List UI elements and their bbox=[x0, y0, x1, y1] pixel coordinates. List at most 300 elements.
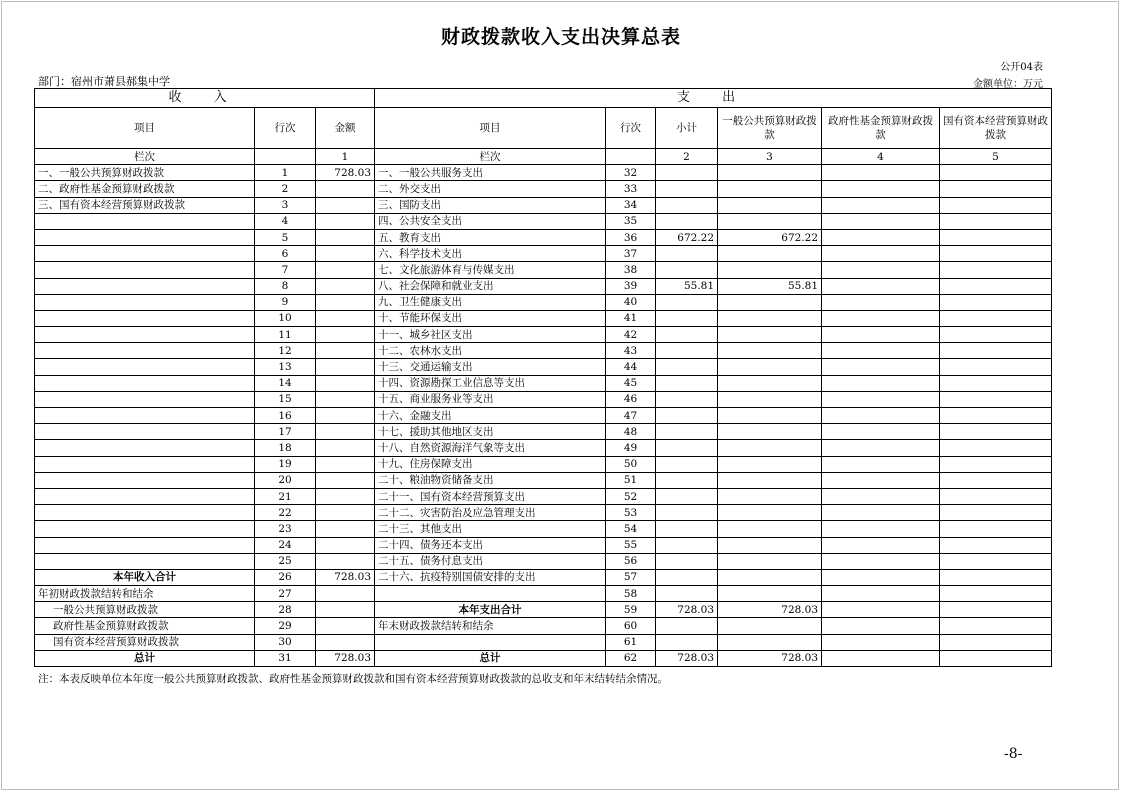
income-amount-cell bbox=[316, 618, 375, 634]
income-item-cell: 总计 bbox=[35, 650, 255, 666]
expense-row-cell: 49 bbox=[606, 440, 656, 456]
general-budget-cell bbox=[718, 246, 822, 262]
income-row-cell: 20 bbox=[255, 472, 316, 488]
income-amount-cell bbox=[316, 456, 375, 472]
page-title: 财政拨款收入支出决算总表 bbox=[440, 26, 681, 48]
table-row bbox=[35, 472, 1052, 488]
income-item-cell bbox=[35, 310, 255, 326]
income-amount-cell bbox=[316, 359, 375, 375]
state-capital-cell bbox=[940, 537, 1052, 553]
income-row-cell: 31 bbox=[255, 650, 316, 666]
state-capital-cell bbox=[940, 408, 1052, 424]
general-budget-cell bbox=[718, 165, 822, 181]
table-row bbox=[35, 327, 1052, 343]
income-row-cell: 8 bbox=[255, 278, 316, 294]
income-item-cell bbox=[35, 424, 255, 440]
expense-row-cell: 50 bbox=[606, 456, 656, 472]
expense-row-cell: 57 bbox=[606, 569, 656, 585]
expense-row-cell: 39 bbox=[606, 278, 656, 294]
general-budget-cell bbox=[718, 472, 822, 488]
expense-item-cell: 十四、资源勘探工业信息等支出 bbox=[375, 375, 606, 391]
income-amount-cell: 728.03 bbox=[316, 165, 375, 181]
table-row bbox=[35, 246, 1052, 262]
income-amount-cell bbox=[316, 553, 375, 569]
state-capital-cell bbox=[940, 246, 1052, 262]
subtotal-cell bbox=[656, 375, 718, 391]
income-amount-cell: 728.03 bbox=[316, 650, 375, 666]
state-capital-cell bbox=[940, 213, 1052, 229]
income-item-cell bbox=[35, 375, 255, 391]
table-row bbox=[35, 602, 1052, 618]
income-amount-cell: 728.03 bbox=[316, 569, 375, 585]
income-item-cell: 本年收入合计 bbox=[35, 569, 255, 585]
expense-item-cell: 五、教育支出 bbox=[375, 229, 606, 245]
expense-item-cell: 十七、援助其他地区支出 bbox=[375, 424, 606, 440]
gov-fund-cell bbox=[822, 391, 940, 407]
table-row bbox=[35, 586, 1052, 602]
subtotal-cell: 55.81 bbox=[656, 278, 718, 294]
income-amount-cell bbox=[316, 408, 375, 424]
income-amount-cell bbox=[316, 375, 375, 391]
income-amount-cell bbox=[316, 537, 375, 553]
table-row bbox=[35, 181, 1052, 197]
expense-item-cell: 总计 bbox=[375, 650, 606, 666]
general-budget-cell bbox=[718, 181, 822, 197]
state-capital-cell bbox=[940, 456, 1052, 472]
gov-fund-cell bbox=[822, 408, 940, 424]
state-capital-cell bbox=[940, 569, 1052, 585]
state-capital-cell bbox=[940, 488, 1052, 504]
expense-item-cell: 年末财政拨款结转和结余 bbox=[375, 618, 606, 634]
subtotal-cell bbox=[656, 618, 718, 634]
subtotal-cell bbox=[656, 327, 718, 343]
expense-item-cell: 十二、农林水支出 bbox=[375, 343, 606, 359]
expense-item-cell: 六、科学技术支出 bbox=[375, 246, 606, 262]
gov-fund-cell bbox=[822, 359, 940, 375]
expense-row-cell: 42 bbox=[606, 327, 656, 343]
gov-fund-cell bbox=[822, 229, 940, 245]
income-amount-cell bbox=[316, 197, 375, 213]
expense-item-cell: 一、一般公共服务支出 bbox=[375, 165, 606, 181]
expense-row-cell: 56 bbox=[606, 553, 656, 569]
income-amount-cell bbox=[316, 246, 375, 262]
income-item-cell: 年初财政拨款结转和结余 bbox=[35, 586, 255, 602]
state-capital-cell bbox=[940, 310, 1052, 326]
income-amount-cell bbox=[316, 181, 375, 197]
expense-row-cell: 37 bbox=[606, 246, 656, 262]
expense-item-cell: 七、文化旅游体育与传媒支出 bbox=[375, 262, 606, 278]
subtotal-cell bbox=[656, 505, 718, 521]
subtotal-cell: 672.22 bbox=[656, 229, 718, 245]
general-budget-cell bbox=[718, 634, 822, 650]
col-index-blank bbox=[606, 149, 656, 165]
expense-item-cell: 本年支出合计 bbox=[375, 602, 606, 618]
gov-fund-cell bbox=[822, 488, 940, 504]
income-row-cell: 5 bbox=[255, 229, 316, 245]
expense-row-cell: 55 bbox=[606, 537, 656, 553]
income-row-cell: 7 bbox=[255, 262, 316, 278]
general-budget-cell bbox=[718, 553, 822, 569]
income-amount-cell bbox=[316, 440, 375, 456]
income-item-cell bbox=[35, 505, 255, 521]
income-item-cell bbox=[35, 472, 255, 488]
form-code: 公开04表 bbox=[1000, 62, 1043, 73]
income-amount-cell bbox=[316, 327, 375, 343]
gov-fund-cell bbox=[822, 569, 940, 585]
subtotal-cell bbox=[656, 488, 718, 504]
income-amount-cell bbox=[316, 602, 375, 618]
gov-fund-cell bbox=[822, 375, 940, 391]
table-row bbox=[35, 391, 1052, 407]
gov-fund-cell bbox=[822, 165, 940, 181]
general-budget-cell bbox=[718, 505, 822, 521]
table-row bbox=[35, 408, 1052, 424]
gov-fund-cell bbox=[822, 505, 940, 521]
general-budget-cell bbox=[718, 391, 822, 407]
income-amount-cell bbox=[316, 586, 375, 602]
gov-fund-cell bbox=[822, 618, 940, 634]
table-row bbox=[35, 440, 1052, 456]
general-budget-cell bbox=[718, 456, 822, 472]
income-row-cell: 25 bbox=[255, 553, 316, 569]
expense-item-cell: 八、社会保障和就业支出 bbox=[375, 278, 606, 294]
budget-table bbox=[34, 88, 1052, 667]
income-item-cell bbox=[35, 359, 255, 375]
income-item-cell bbox=[35, 246, 255, 262]
general-budget-cell bbox=[718, 213, 822, 229]
general-budget-cell bbox=[718, 408, 822, 424]
expense-item-cell: 二十五、债务付息支出 bbox=[375, 553, 606, 569]
expense-row-cell: 45 bbox=[606, 375, 656, 391]
expense-row-cell: 46 bbox=[606, 391, 656, 407]
income-row-cell: 17 bbox=[255, 424, 316, 440]
state-capital-cell bbox=[940, 262, 1052, 278]
expense-row-cell: 41 bbox=[606, 310, 656, 326]
state-capital-cell bbox=[940, 343, 1052, 359]
state-capital-cell bbox=[940, 165, 1052, 181]
income-item-cell bbox=[35, 294, 255, 310]
income-row-cell: 23 bbox=[255, 521, 316, 537]
expense-item-cell: 十九、住房保障支出 bbox=[375, 456, 606, 472]
income-row-cell: 24 bbox=[255, 537, 316, 553]
income-item-cell bbox=[35, 229, 255, 245]
income-item-cell: 二、政府性基金预算财政拨款 bbox=[35, 181, 255, 197]
income-item-cell: 一、一般公共预算财政拨款 bbox=[35, 165, 255, 181]
income-row-cell: 9 bbox=[255, 294, 316, 310]
expense-row-cell: 54 bbox=[606, 521, 656, 537]
income-row-cell: 30 bbox=[255, 634, 316, 650]
general-budget-cell: 728.03 bbox=[718, 602, 822, 618]
income-section-header: 收 入 bbox=[35, 89, 375, 108]
subtotal-cell bbox=[656, 472, 718, 488]
income-row-cell: 22 bbox=[255, 505, 316, 521]
gov-fund-cell bbox=[822, 213, 940, 229]
income-item-cell bbox=[35, 456, 255, 472]
income-amount-cell bbox=[316, 472, 375, 488]
expense-item-cell: 二十一、国有资本经营预算支出 bbox=[375, 488, 606, 504]
expense-item-header: 项目 bbox=[375, 108, 606, 149]
expense-row-cell: 40 bbox=[606, 294, 656, 310]
general-budget-cell bbox=[718, 537, 822, 553]
state-capital-cell bbox=[940, 294, 1052, 310]
income-row-cell: 14 bbox=[255, 375, 316, 391]
expense-row-cell: 44 bbox=[606, 359, 656, 375]
gov-fund-cell bbox=[822, 537, 940, 553]
state-capital-cell bbox=[940, 586, 1052, 602]
subtotal-cell bbox=[656, 165, 718, 181]
general-budget-cell bbox=[718, 618, 822, 634]
col-index-4: 4 bbox=[822, 149, 940, 165]
unit-label: 金额单位：万元 bbox=[973, 79, 1043, 90]
income-amount-cell bbox=[316, 343, 375, 359]
income-item-cell bbox=[35, 327, 255, 343]
general-budget-cell bbox=[718, 343, 822, 359]
income-item-cell: 政府性基金预算财政拨款 bbox=[35, 618, 255, 634]
gov-fund-cell bbox=[822, 650, 940, 666]
subtotal-cell bbox=[656, 391, 718, 407]
income-row-cell: 16 bbox=[255, 408, 316, 424]
gov-fund-cell bbox=[822, 181, 940, 197]
subtotal-cell: 728.03 bbox=[656, 650, 718, 666]
general-budget-cell bbox=[718, 375, 822, 391]
table-row bbox=[35, 618, 1052, 634]
general-budget-cell bbox=[718, 262, 822, 278]
income-item-cell: 三、国有资本经营预算财政拨款 bbox=[35, 197, 255, 213]
subtotal-cell bbox=[656, 569, 718, 585]
state-capital-cell bbox=[940, 327, 1052, 343]
income-item-header: 项目 bbox=[35, 108, 255, 149]
general-budget-cell bbox=[718, 488, 822, 504]
gov-fund-cell bbox=[822, 294, 940, 310]
expense-section-header: 支 出 bbox=[375, 89, 1052, 108]
gov-fund-cell bbox=[822, 343, 940, 359]
income-row-cell: 29 bbox=[255, 618, 316, 634]
gov-fund-cell bbox=[822, 327, 940, 343]
general-budget-cell bbox=[718, 327, 822, 343]
income-row-cell: 19 bbox=[255, 456, 316, 472]
table-row bbox=[35, 424, 1052, 440]
column-index-row bbox=[35, 149, 1052, 165]
subtotal-cell bbox=[656, 262, 718, 278]
expense-item-cell: 二十二、灾害防治及应急管理支出 bbox=[375, 505, 606, 521]
table-row bbox=[35, 569, 1052, 585]
income-item-cell bbox=[35, 262, 255, 278]
state-capital-cell bbox=[940, 521, 1052, 537]
subtotal-cell bbox=[656, 359, 718, 375]
state-capital-cell bbox=[940, 505, 1052, 521]
table-row bbox=[35, 278, 1052, 294]
gov-fund-header: 政府性基金预算财政拨款 bbox=[822, 108, 940, 149]
subtotal-cell bbox=[656, 213, 718, 229]
expense-item-cell: 十、节能环保支出 bbox=[375, 310, 606, 326]
table-row bbox=[35, 456, 1052, 472]
state-capital-cell bbox=[940, 278, 1052, 294]
state-capital-cell bbox=[940, 602, 1052, 618]
table-row bbox=[35, 375, 1052, 391]
income-item-cell: 国有资本经营预算财政拨款 bbox=[35, 634, 255, 650]
expense-row-cell: 33 bbox=[606, 181, 656, 197]
subtotal-cell bbox=[656, 634, 718, 650]
expense-item-cell bbox=[375, 586, 606, 602]
col-index-1: 1 bbox=[316, 149, 375, 165]
income-row-cell: 3 bbox=[255, 197, 316, 213]
department-label: 部门：宿州市萧县郝集中学 bbox=[38, 75, 170, 88]
expense-item-cell: 四、公共安全支出 bbox=[375, 213, 606, 229]
state-capital-cell bbox=[940, 472, 1052, 488]
subtotal-cell bbox=[656, 310, 718, 326]
income-item-cell bbox=[35, 553, 255, 569]
col-index-5: 5 bbox=[940, 149, 1052, 165]
state-capital-cell bbox=[940, 375, 1052, 391]
expense-item-cell: 二十、粮油物资储备支出 bbox=[375, 472, 606, 488]
expense-row-cell: 43 bbox=[606, 343, 656, 359]
expense-row-cell: 62 bbox=[606, 650, 656, 666]
gov-fund-cell bbox=[822, 246, 940, 262]
col-label-right: 栏次 bbox=[375, 149, 606, 165]
expense-row-header: 行次 bbox=[606, 108, 656, 149]
table-row bbox=[35, 359, 1052, 375]
income-item-cell bbox=[35, 537, 255, 553]
income-row-cell: 11 bbox=[255, 327, 316, 343]
gov-fund-cell bbox=[822, 472, 940, 488]
gov-fund-cell bbox=[822, 278, 940, 294]
gov-fund-cell bbox=[822, 634, 940, 650]
subtotal-cell bbox=[656, 343, 718, 359]
table-row bbox=[35, 650, 1052, 666]
income-item-cell bbox=[35, 440, 255, 456]
gov-fund-cell bbox=[822, 424, 940, 440]
state-capital-cell bbox=[940, 359, 1052, 375]
income-amount-cell bbox=[316, 488, 375, 504]
income-amount-cell bbox=[316, 278, 375, 294]
gov-fund-cell bbox=[822, 553, 940, 569]
expense-row-cell: 36 bbox=[606, 229, 656, 245]
expense-item-cell: 二十四、债务还本支出 bbox=[375, 537, 606, 553]
state-capital-cell bbox=[940, 391, 1052, 407]
table-row bbox=[35, 634, 1052, 650]
general-budget-header: 一般公共预算财政拨款 bbox=[718, 108, 822, 149]
table-row bbox=[35, 262, 1052, 278]
gov-fund-cell bbox=[822, 456, 940, 472]
income-row-cell: 13 bbox=[255, 359, 316, 375]
col-index-blank bbox=[255, 149, 316, 165]
income-item-cell bbox=[35, 213, 255, 229]
income-row-cell: 12 bbox=[255, 343, 316, 359]
col-index-2: 2 bbox=[656, 149, 718, 165]
expense-item-cell: 九、卫生健康支出 bbox=[375, 294, 606, 310]
expense-row-cell: 53 bbox=[606, 505, 656, 521]
income-row-cell: 27 bbox=[255, 586, 316, 602]
expense-item-cell: 十五、商业服务业等支出 bbox=[375, 391, 606, 407]
state-capital-header: 国有资本经营预算财政拨款 bbox=[940, 108, 1052, 149]
subtotal-cell: 728.03 bbox=[656, 602, 718, 618]
expense-item-cell: 十三、交通运输支出 bbox=[375, 359, 606, 375]
gov-fund-cell bbox=[822, 586, 940, 602]
table-row bbox=[35, 197, 1052, 213]
col-label-left: 栏次 bbox=[35, 149, 255, 165]
expense-item-cell: 二十六、抗疫特别国债安排的支出 bbox=[375, 569, 606, 585]
income-row-cell: 21 bbox=[255, 488, 316, 504]
income-row-cell: 15 bbox=[255, 391, 316, 407]
income-amount-header: 金额 bbox=[316, 108, 375, 149]
general-budget-cell bbox=[718, 440, 822, 456]
expense-row-cell: 34 bbox=[606, 197, 656, 213]
general-budget-cell bbox=[718, 586, 822, 602]
state-capital-cell bbox=[940, 424, 1052, 440]
expense-row-cell: 52 bbox=[606, 488, 656, 504]
general-budget-cell bbox=[718, 569, 822, 585]
section-header-row bbox=[35, 89, 1052, 108]
column-header-row bbox=[35, 108, 1052, 149]
income-row-cell: 4 bbox=[255, 213, 316, 229]
expense-row-cell: 61 bbox=[606, 634, 656, 650]
income-item-cell bbox=[35, 408, 255, 424]
expense-item-cell: 三、国防支出 bbox=[375, 197, 606, 213]
general-budget-cell bbox=[718, 197, 822, 213]
subtotal-cell bbox=[656, 456, 718, 472]
income-item-cell bbox=[35, 391, 255, 407]
expense-row-cell: 32 bbox=[606, 165, 656, 181]
subtotal-cell bbox=[656, 197, 718, 213]
expense-row-cell: 51 bbox=[606, 472, 656, 488]
table-row bbox=[35, 229, 1052, 245]
gov-fund-cell bbox=[822, 602, 940, 618]
subtotal-cell bbox=[656, 294, 718, 310]
expense-item-cell: 十一、城乡社区支出 bbox=[375, 327, 606, 343]
expense-row-cell: 58 bbox=[606, 586, 656, 602]
table-row bbox=[35, 310, 1052, 326]
expense-row-cell: 35 bbox=[606, 213, 656, 229]
subtotal-cell bbox=[656, 440, 718, 456]
expense-row-cell: 47 bbox=[606, 408, 656, 424]
subtotal-cell bbox=[656, 246, 718, 262]
table-row bbox=[35, 537, 1052, 553]
general-budget-cell: 728.03 bbox=[718, 650, 822, 666]
gov-fund-cell bbox=[822, 310, 940, 326]
income-amount-cell bbox=[316, 294, 375, 310]
subtotal-cell bbox=[656, 521, 718, 537]
income-row-cell: 2 bbox=[255, 181, 316, 197]
income-amount-cell bbox=[316, 213, 375, 229]
table-row bbox=[35, 294, 1052, 310]
page-number: -8- bbox=[1004, 746, 1023, 762]
general-budget-cell: 55.81 bbox=[718, 278, 822, 294]
income-amount-cell bbox=[316, 521, 375, 537]
income-item-cell bbox=[35, 278, 255, 294]
income-row-cell: 26 bbox=[255, 569, 316, 585]
state-capital-cell bbox=[940, 197, 1052, 213]
table-row bbox=[35, 505, 1052, 521]
subtotal-header: 小计 bbox=[656, 108, 718, 149]
expense-row-cell: 59 bbox=[606, 602, 656, 618]
income-amount-cell bbox=[316, 262, 375, 278]
expense-row-cell: 38 bbox=[606, 262, 656, 278]
income-item-cell bbox=[35, 521, 255, 537]
income-item-cell: 一般公共预算财政拨款 bbox=[35, 602, 255, 618]
subtotal-cell bbox=[656, 424, 718, 440]
state-capital-cell bbox=[940, 618, 1052, 634]
income-row-header: 行次 bbox=[255, 108, 316, 149]
col-index-3: 3 bbox=[718, 149, 822, 165]
income-amount-cell bbox=[316, 310, 375, 326]
income-row-cell: 1 bbox=[255, 165, 316, 181]
subtotal-cell bbox=[656, 553, 718, 569]
expense-row-cell: 48 bbox=[606, 424, 656, 440]
state-capital-cell bbox=[940, 229, 1052, 245]
table-row bbox=[35, 165, 1052, 181]
gov-fund-cell bbox=[822, 521, 940, 537]
state-capital-cell bbox=[940, 650, 1052, 666]
